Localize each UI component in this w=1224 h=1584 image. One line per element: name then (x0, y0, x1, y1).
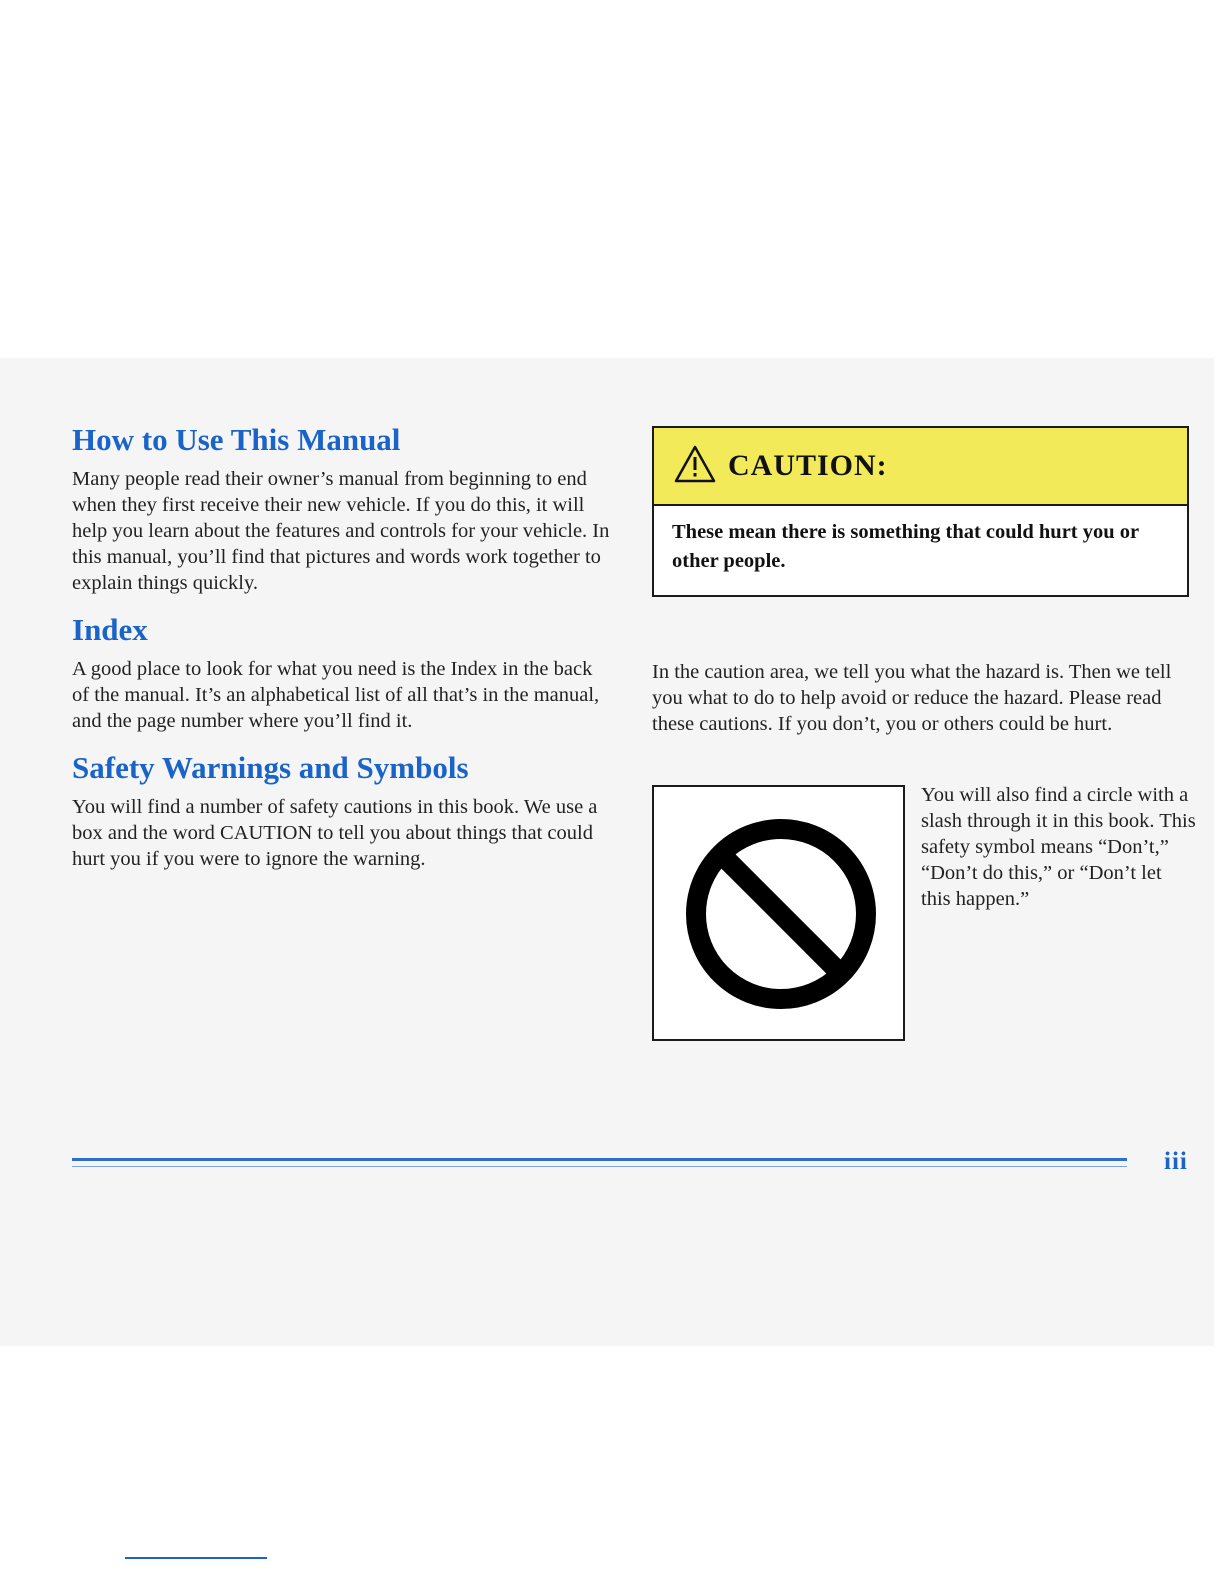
warning-triangle-icon (674, 445, 716, 488)
footer-rule-thin (72, 1166, 1127, 1167)
section-body-how-to-use: Many people read their owner’s manual from beginning to end when they first receive their new vehicle. If you do this, it will help you learn about the features and controls for your vehicle. In this manual, you’ll find that pictures and words work together to explain things quickly. (72, 468, 610, 594)
left-column (72, 420, 612, 886)
section-body-index: A good place to look for what you need is the Index in the back of the manual. It’s an alphabetical list of all that’s in the manual, and the page number where you’ll find it. (72, 658, 600, 732)
circle-slash-icon (654, 787, 903, 1039)
bottom-link-underline (125, 1557, 267, 1559)
caution-body: These mean there is something that could hurt you or other people. (672, 521, 1139, 572)
page-number: iii (1164, 1148, 1188, 1175)
symbol-description: You will also find a circle with a slash through it in this book. This safety symbol means “Don’t,” “Don’t do this,” or “Don’t let this happen.” (921, 784, 1196, 910)
caution-title: CAUTION: (728, 449, 888, 482)
section-body-safety: You will find a number of safety cautions in this book. We use a box and the word CAUTION to tell you about things that could hurt you if you were to ignore the warning. (72, 796, 598, 870)
footer-rule (72, 1158, 1127, 1161)
symbol-box (652, 785, 905, 1041)
section-heading-index: Index (72, 612, 148, 647)
caution-box (652, 426, 1189, 597)
caution-header (654, 428, 1187, 506)
section-heading-how-to-use: How to Use This Manual (72, 422, 401, 457)
caution-explanation: In the caution area, we tell you what the hazard is. Then we tell you what to do to help avoid or reduce the hazard. Please read these cautions. If you don’t, you or others could be hurt. (652, 661, 1172, 735)
section-heading-safety: Safety Warnings and Symbols (72, 750, 469, 785)
